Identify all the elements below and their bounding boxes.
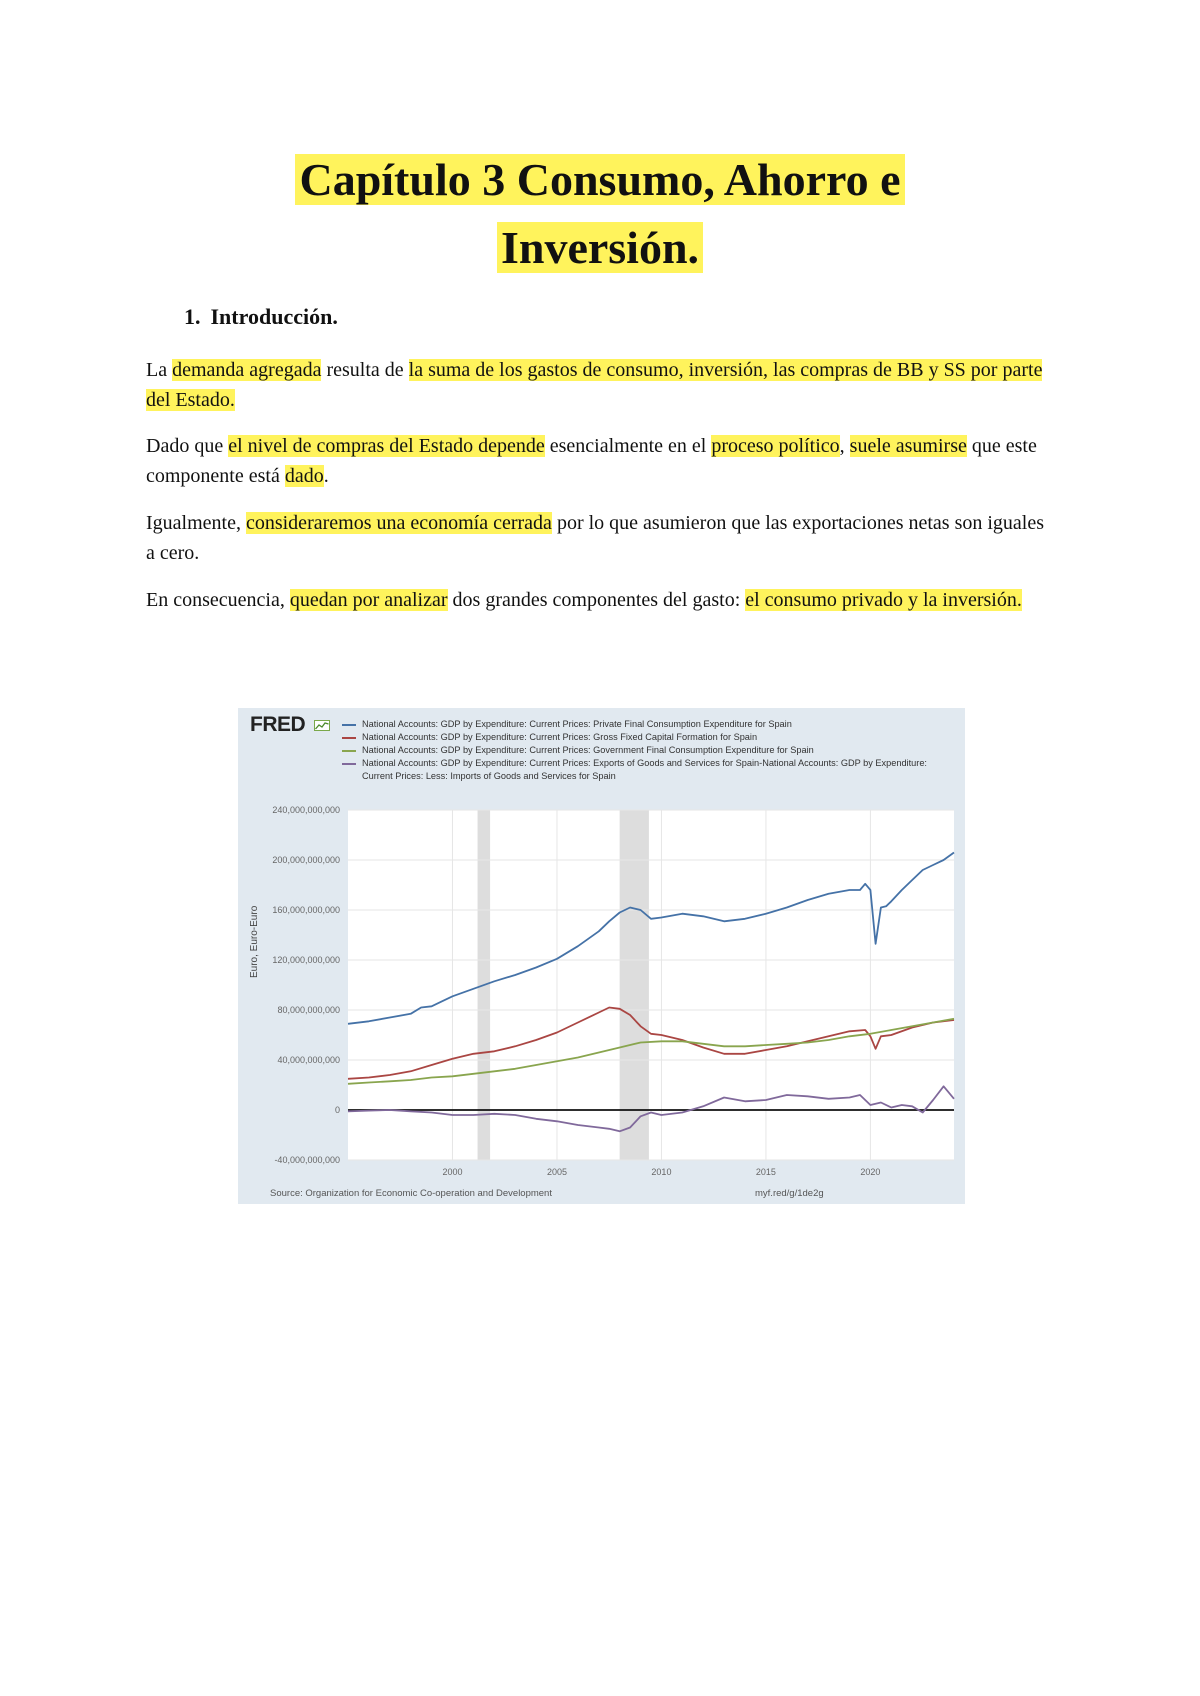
body-text: esencialmente en el <box>544 435 712 457</box>
fred-logo-mark-icon <box>314 720 330 731</box>
body-text: que este componente está <box>146 435 1037 487</box>
paragraph-1 <box>146 355 1056 415</box>
body-text: Dado que <box>146 435 229 457</box>
section-heading <box>184 304 338 330</box>
x-tick-label: 2020 <box>860 1167 881 1177</box>
legend-item <box>342 757 954 783</box>
legend-item <box>342 731 954 744</box>
y-tick-label: 40,000,000,000 <box>277 1055 340 1065</box>
legend-label: National Accounts: GDP by Expenditure: Current Prices: Government Final Consumption Expenditure for Spain <box>362 745 814 755</box>
legend-swatch <box>342 763 356 765</box>
chart-source[interactable]: Source: Organization for Economic Co-operation and Development <box>270 1188 552 1199</box>
body-text: por lo que asumieron que las exportaciones netas son iguales a cero. <box>146 512 1045 564</box>
paragraph-2 <box>146 431 1056 491</box>
body-text: resulta de <box>321 359 409 381</box>
section-title: Introducción. <box>210 304 338 329</box>
legend-swatch <box>342 750 356 752</box>
section-number: 1. <box>184 304 201 329</box>
legend-label: National Accounts: GDP by Expenditure: Current Prices: Private Final Consumption Expenditure for Spain <box>362 719 792 729</box>
highlighted-text: la suma de los gastos de consumo, inversión, las compras de BB y SS por parte del Estado. <box>146 359 1043 411</box>
chart-link[interactable]: myf.red/g/1de2g <box>755 1188 824 1199</box>
y-tick-label: 80,000,000,000 <box>277 1005 340 1015</box>
y-tick-label: 120,000,000,000 <box>272 955 340 965</box>
highlighted-text: proceso político <box>711 435 840 457</box>
body-text: . <box>323 465 329 487</box>
plot-area <box>348 810 954 1160</box>
recession-band <box>620 810 649 1160</box>
highlighted-text: dado <box>284 465 324 487</box>
fred-chart <box>238 708 965 1204</box>
chart-legend <box>342 718 954 783</box>
legend-item <box>342 744 954 757</box>
highlighted-text: el nivel de compras del Estado depende <box>228 435 545 457</box>
legend-label: National Accounts: GDP by Expenditure: Current Prices: Gross Fixed Capital Formation for Spain <box>362 732 758 742</box>
y-axis-title: Euro, Euro-Euro <box>249 905 260 978</box>
body-text: Igualmente, <box>146 512 246 534</box>
body-text: dos grandes componentes del gasto: <box>447 589 746 611</box>
y-tick-label: 200,000,000,000 <box>272 855 340 865</box>
body-text: , <box>839 435 850 457</box>
y-tick-label: -40,000,000,000 <box>274 1155 340 1165</box>
x-tick-label: 2015 <box>755 1167 776 1177</box>
highlighted-text: el consumo privado y la inversión. <box>745 589 1022 611</box>
title-line-1: Capítulo 3 Consumo, Ahorro e <box>295 154 904 205</box>
legend-swatch <box>342 724 356 726</box>
y-tick-label: 160,000,000,000 <box>272 905 340 915</box>
highlighted-text: consideraremos una economía cerrada <box>245 512 552 534</box>
highlighted-text: suele asumirse <box>849 435 967 457</box>
page-title <box>0 146 1200 282</box>
legend-swatch <box>342 737 356 739</box>
legend-item <box>342 718 954 731</box>
legend-label: National Accounts: GDP by Expenditure: Current Prices: Exports of Goods and Services for Spain-National Accounts: GDP by Expenditure: Current Prices: Less: Imports of Goods and Services for Spain <box>362 758 927 781</box>
paragraph-3 <box>146 508 1056 568</box>
highlighted-text: quedan por analizar <box>289 589 448 611</box>
x-tick-label: 2000 <box>442 1167 463 1177</box>
y-tick-label: 0 <box>334 1105 340 1115</box>
body-text: La <box>146 359 173 381</box>
body-text: En consecuencia, <box>146 589 290 611</box>
highlighted-text: demanda agregada <box>172 359 322 381</box>
y-tick-label: 240,000,000,000 <box>272 805 340 815</box>
fred-logo: FRED <box>250 713 306 736</box>
x-tick-label: 2005 <box>546 1167 567 1177</box>
x-tick-label: 2010 <box>651 1167 672 1177</box>
paragraph-4 <box>146 585 1056 615</box>
title-line-2: Inversión. <box>497 222 703 273</box>
